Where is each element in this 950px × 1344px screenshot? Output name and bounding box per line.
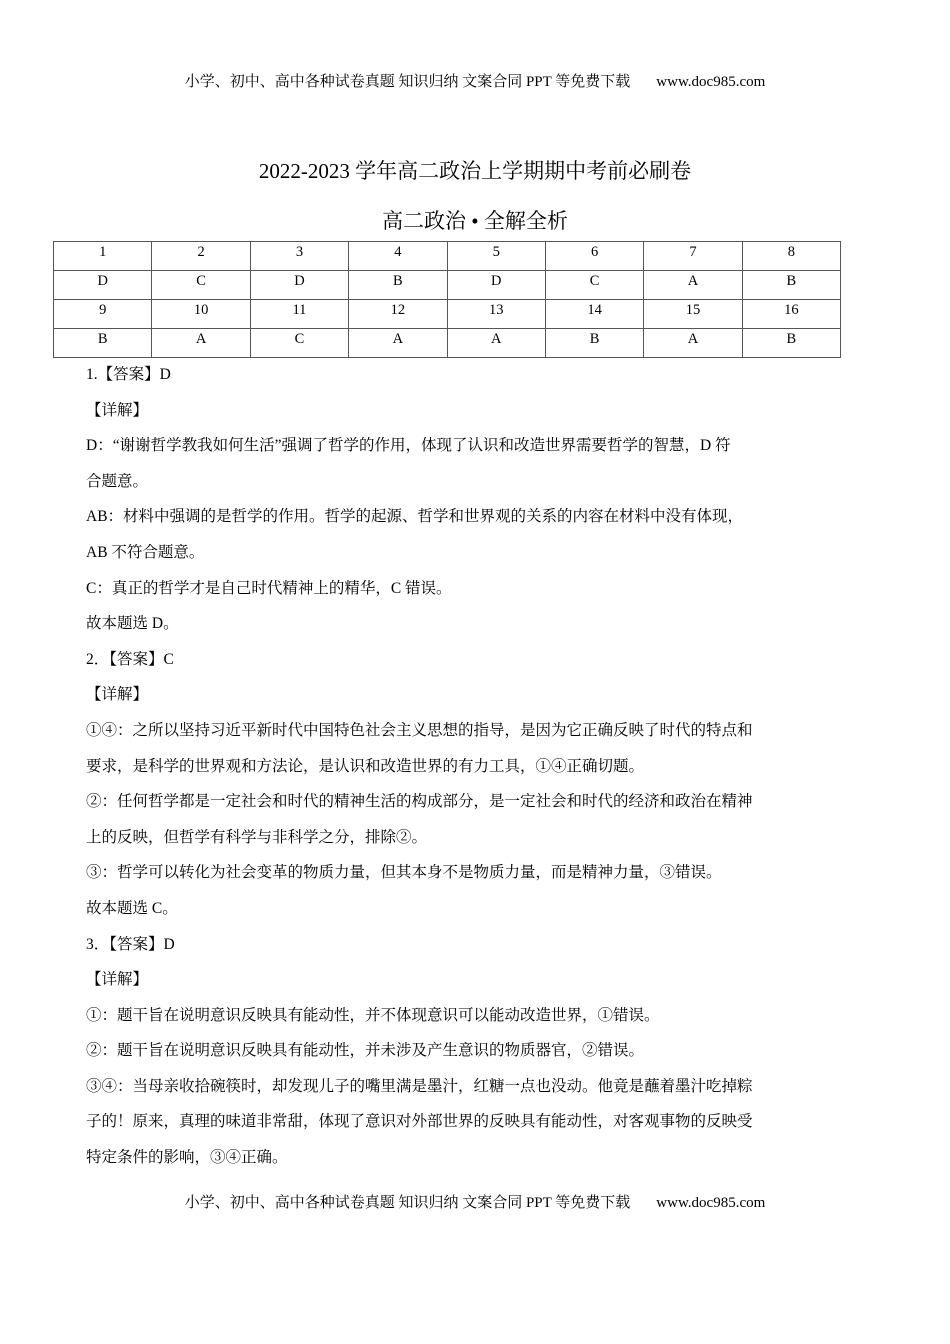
q1-answer-heading: 1.【答案】D <box>86 366 171 383</box>
table-cell: 11 <box>250 300 348 329</box>
q1-conclusion: 故本题选 D。 <box>86 615 179 633</box>
q1-explanation-label: 【详解】 <box>86 401 149 419</box>
table-cell: D <box>54 271 152 300</box>
paragraph-line: 要求，是科学的世界观和方法论，是认识和改造世界的有力工具，①④正确切题。 <box>86 757 645 775</box>
table-cell: 16 <box>742 300 840 329</box>
table-cell: D <box>250 271 348 300</box>
table-cell: 6 <box>545 242 643 271</box>
table-row-numbers-9-16 <box>54 300 841 329</box>
table-row-numbers-1-8 <box>54 242 841 271</box>
explanation-body <box>86 362 816 1181</box>
table-cell: D <box>447 271 545 300</box>
paragraph-line: 上的反映，但哲学有科学与非科学之分，排除②。 <box>86 828 428 846</box>
answer-table <box>53 241 841 358</box>
table-cell: 8 <box>742 242 840 271</box>
paragraph-line: 合题意。 <box>86 472 149 490</box>
table-cell: 4 <box>349 242 447 271</box>
paragraph-line: AB 不符合题意。 <box>86 543 205 561</box>
table-cell: 1 <box>54 242 152 271</box>
table-cell: C <box>152 271 250 300</box>
table-cell: 10 <box>152 300 250 329</box>
q3-answer-heading: 3．【答案】D <box>86 935 175 953</box>
table-cell: B <box>349 271 447 300</box>
paragraph-line: 特定条件的影响，③④正确。 <box>86 1149 288 1167</box>
table-cell: A <box>447 329 545 358</box>
paragraph-line: 子的！原来，真理的味道非常甜，体现了意识对外部世界的反映具有能动性，对客观事物的反映受 <box>86 1113 753 1131</box>
paragraph-line: D：“谢谢哲学教我如何生活”强调了哲学的作用，体现了认识和改造世界需要哲学的智慧，D 符 <box>86 437 731 455</box>
table-cell: A <box>644 271 742 300</box>
table-cell: 2 <box>152 242 250 271</box>
page-header <box>0 70 950 91</box>
document-subtitle: 高二政治 • 全解全析 <box>382 209 568 233</box>
paragraph-line: ①④：之所以坚持习近平新时代中国特色社会主义思想的指导，是因为它正确反映了时代的特点和 <box>86 721 753 739</box>
page-footer <box>0 1191 950 1212</box>
document-title: 2022-2023 学年高二政治上学期期中考前必刷卷 <box>258 159 692 183</box>
table-cell: 13 <box>447 300 545 329</box>
table-cell: 7 <box>644 242 742 271</box>
header-url-link[interactable]: www.doc985.com <box>656 74 766 90</box>
q2-answer-heading: 2．【答案】C <box>86 650 174 668</box>
paragraph-line: AB：材料中强调的是哲学的作用。哲学的起源、哲学和世界观的关系的内容在材料中没有体现， <box>86 508 744 526</box>
table-cell: 5 <box>447 242 545 271</box>
paragraph-line: ③：哲学可以转化为社会变革的物质力量，但其本身不是物质力量，而是精神力量，③错误。 <box>86 864 722 882</box>
footer-url-link[interactable]: www.doc985.com <box>656 1195 766 1211</box>
table-row-answers-9-16 <box>54 329 841 358</box>
table-cell: 12 <box>349 300 447 329</box>
table-cell: 9 <box>54 300 152 329</box>
q3-explanation-label: 【详解】 <box>86 971 149 989</box>
q2-conclusion: 故本题选 C。 <box>86 899 178 917</box>
table-cell: 3 <box>250 242 348 271</box>
table-cell: 14 <box>545 300 643 329</box>
table-cell: B <box>742 271 840 300</box>
header-text: 小学、初中、高中各种试卷真题 知识归纳 文案合同 PPT 等免费下载 <box>184 74 631 90</box>
table-cell: A <box>152 329 250 358</box>
table-cell: C <box>250 329 348 358</box>
table-cell: B <box>545 329 643 358</box>
table-cell: C <box>545 271 643 300</box>
footer-text: 小学、初中、高中各种试卷真题 知识归纳 文案合同 PPT 等免费下载 <box>184 1195 631 1211</box>
paragraph-line: ②：题干旨在说明意识反映具有能动性，并未涉及产生意识的物质器官，②错误。 <box>86 1042 645 1060</box>
table-cell: B <box>742 329 840 358</box>
table-row-answers-1-8 <box>54 271 841 300</box>
paragraph-line: ③④：当母亲收拾碗筷时，却发现儿子的嘴里满是墨汁，红糖一点也没动。他竟是蘸着墨汁吃掉粽 <box>86 1077 753 1095</box>
paragraph-line: ②：任何哲学都是一定社会和时代的精神生活的构成部分，是一定社会和时代的经济和政治在精神 <box>86 793 753 811</box>
paragraph-line: ①：题干旨在说明意识反映具有能动性，并不体现意识可以能动改造世界，①错误。 <box>86 1006 660 1024</box>
table-cell: A <box>349 329 447 358</box>
paragraph-line: C：真正的哲学才是自己时代精神上的精华，C 错误。 <box>86 579 452 597</box>
q2-explanation-label: 【详解】 <box>86 686 149 704</box>
table-cell: A <box>644 329 742 358</box>
table-cell: 15 <box>644 300 742 329</box>
table-cell: B <box>54 329 152 358</box>
